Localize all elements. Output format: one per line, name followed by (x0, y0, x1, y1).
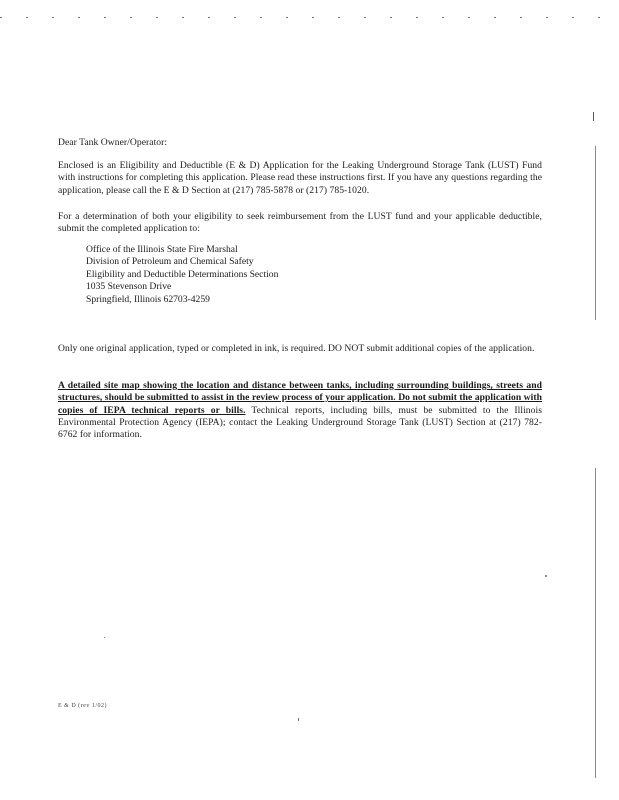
site-map-instructions: Technical reports, including bills, must be submitted to the Illinois Environmental Protection Agency (IEPA); contact the Leaking Underground Storage Tank (LUST) Section at (217) 782-6762 for information. (58, 404, 543, 441)
address-line: Springfield, Illinois 62703-4259 (86, 293, 210, 305)
address-line: Office of the Illinois State Fire Marshal (86, 244, 238, 255)
scan-dot (298, 718, 299, 721)
site-map-emphasis: A detailed site map showing the location and distance between tanks, including surrounding buildings, streets and structures, should be submitted to assist in the review process of your application. Do not submit the application with copies of IEPA technical reports or bills. (58, 380, 542, 416)
address-line: 1035 Stevenson Drive (86, 281, 172, 293)
scan-mark-right-2 (595, 146, 596, 320)
scan-mark-right-1 (593, 112, 594, 121)
site-map-paragraph (58, 380, 542, 441)
scan-mark-top (0, 17, 619, 18)
intro-paragraph: Enclosed is an Eligibility and Deductible (E & D) Application for the Leaking Underground Storage Tank (LUST) Fund with instructions for completing this application. Please read these instructions first. If you have any questions regarding the application, please call the E & D Section at (217) 785-5878 or (217) 785-1020. (58, 160, 542, 196)
address-line: Eligibility and Deductible Determinations Section (86, 268, 279, 280)
determination-paragraph: For a determination of both your eligibility to seek reimbursement from the LUST fund and your applicable deductible, submit the completed application to: (58, 211, 542, 235)
scan-dot (545, 575, 547, 577)
salutation: Dear Tank Owner/Operator: (58, 137, 168, 148)
scan-dot (104, 637, 105, 638)
scan-mark-right-3 (595, 468, 596, 778)
address-line: Division of Petroleum and Chemical Safety (86, 256, 254, 268)
form-revision-footer: E & D (rev 1/02) (58, 703, 107, 709)
original-application-note: Only one original application, typed or completed in ink, is required. DO NOT submit additional copies of the application. (58, 343, 535, 354)
mailing-address (86, 244, 278, 306)
